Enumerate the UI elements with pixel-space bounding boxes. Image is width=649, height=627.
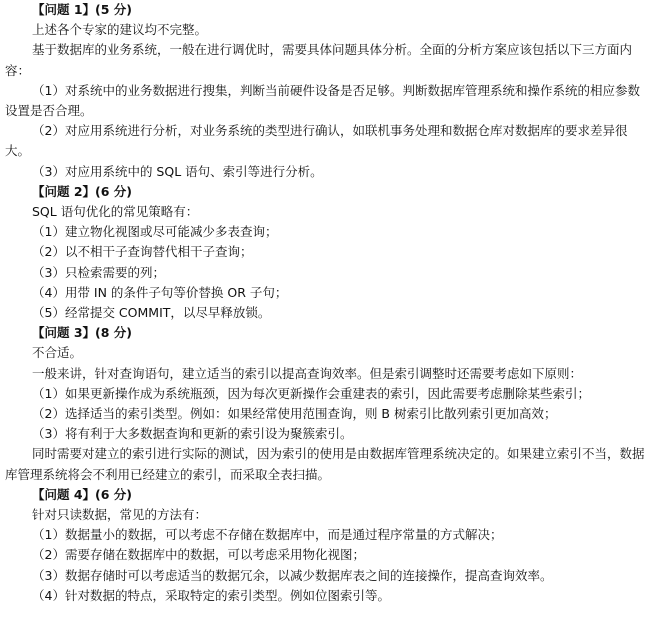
question-3-paragraph-2: 一般来讲，针对查询语句，建立适当的索引以提高查询效率。但是索引调整时还需要考虑如下原则： xyxy=(32,365,583,381)
question-1-paragraph-2: 基于数据库的业务系统，一般在进行调优时，需要具体问题具体分析。全面的分析方案应该包括以下三方面内容： xyxy=(5,42,633,78)
question-2-item-3: （3）只检索需要的列； xyxy=(32,264,165,280)
question-1-item-3: （3）对应用系统中的 SQL 语句、索引等进行分析。 xyxy=(32,163,323,179)
question-4-item-4: （4）针对数据的特点，采取特定的索引类型。例如位图索引等。 xyxy=(32,587,390,603)
question-3-item-3: （3）将有利于大多数据查询和更新的索引设为聚簇索引。 xyxy=(32,426,353,442)
question-3-section xyxy=(5,323,647,485)
question-2-paragraph-1: SQL 语句优化的常见策略有： xyxy=(32,204,199,220)
question-2-item-1: （1）建立物化视图或尽可能减少多表查询； xyxy=(32,224,278,240)
question-4-paragraph-1: 针对只读数据，常见的方法有： xyxy=(32,507,208,523)
question-3-paragraph-3: 同时需要对建立的索引进行实际的测试，因为索引的使用是由数据库管理系统决定的。如果建立索引不当，数据库管理系统将会不利用已经建立的索引，而采取全表扫描。 xyxy=(5,446,645,482)
question-2-section xyxy=(5,182,647,323)
question-3-paragraph-1: 不合适。 xyxy=(32,345,83,361)
question-2-title: 【问题 2】(6 分) xyxy=(32,183,133,199)
question-4-item-1: （1）数据量小的数据，可以考虑不存储在数据库中，而是通过程序常量的方式解决； xyxy=(32,527,503,543)
question-4-item-2: （2）需要存储在数据库中的数据，可以考虑采用物化视图； xyxy=(32,547,365,563)
question-1-item-2: （2）对应用系统进行分析，对业务系统的类型进行确认，如联机事务处理和数据仓库对数据库的要求差异很大。 xyxy=(5,123,628,159)
question-3-item-2: （2）选择适当的索引类型。例如：如果经常使用范围查询，则 B 树索引比散列索引更加高效； xyxy=(32,406,557,422)
question-2-item-4: （4）用带 IN 的条件子句等价替换 OR 子句； xyxy=(32,284,288,300)
question-1-item-1: （1）对系统中的业务数据进行搜集，判断当前硬件设备是否足够。判断数据库管理系统和操作系统的相应参数设置是否合理。 xyxy=(5,82,640,119)
question-3-item-1: （1）如果更新操作成为系统瓶颈，因为每次更新操作会重建表的索引，因此需要考虑删除某些索引； xyxy=(32,385,590,401)
question-1-section xyxy=(5,0,647,182)
answer-document xyxy=(5,0,647,606)
question-2-item-2: （2）以不相干子查询替代相干子查询； xyxy=(32,244,253,260)
question-2-item-5: （5）经常提交 COMMIT，以尽早释放锁。 xyxy=(32,305,271,321)
question-4-title: 【问题 4】(6 分) xyxy=(32,486,133,502)
question-3-title: 【问题 3】(8 分) xyxy=(32,325,133,341)
question-1-paragraph-1: 上述各个专家的建议均不完整。 xyxy=(32,22,208,38)
question-4-section xyxy=(5,485,647,606)
question-4-item-3: （3）数据存储时可以考虑适当的数据冗余，以减少数据库表之间的连接操作，提高查询效率。 xyxy=(32,567,553,583)
question-1-title: 【问题 1】(5 分) xyxy=(32,2,133,17)
